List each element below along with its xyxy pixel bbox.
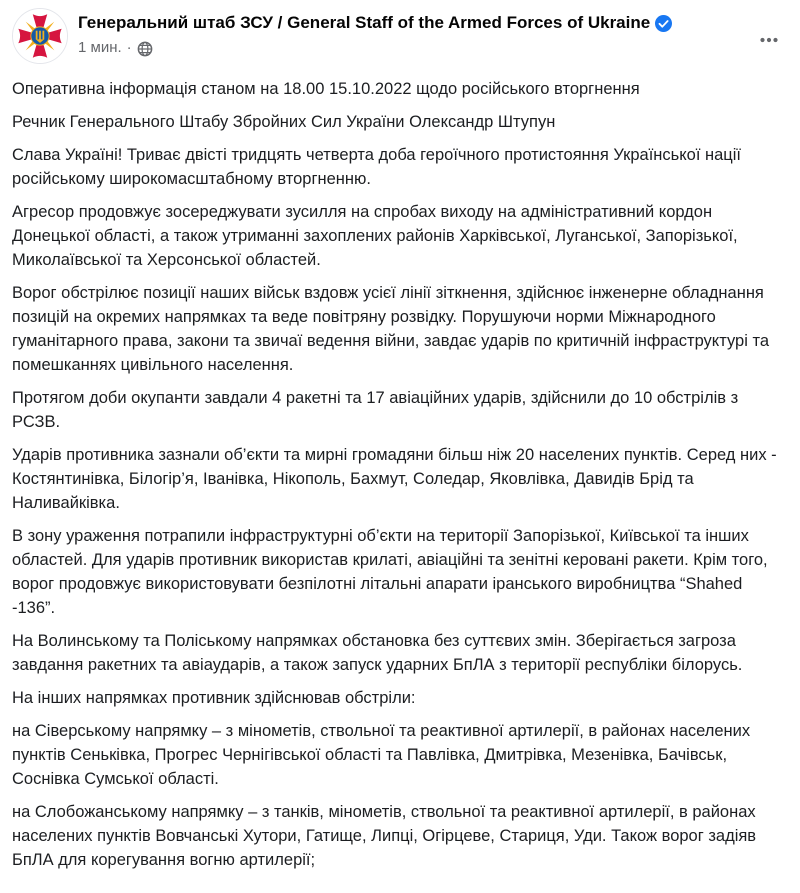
post-options-button[interactable]: [754, 25, 784, 60]
post-paragraph: Слава Україні! Триває двісті тридцять четверта доба героїчного протистояння Української нації російському широкомасштабному вторгненню.: [12, 146, 746, 188]
header-info: [78, 8, 754, 57]
verified-badge-icon: [655, 15, 672, 32]
post-paragraph: Оперативна інформація станом на 18.00 15.10.2022 щодо російського вторгнення: [12, 80, 640, 98]
post-paragraph: На інших напрямках противник здійснював обстріли:: [12, 689, 416, 707]
general-staff-emblem-icon: [13, 9, 67, 63]
post-paragraph: Агресор продовжує зосереджувати зусилля на спробах виходу на адміністративний кордон Донецької області, а також утриманні захоплених районів Харківської, Луганської, Запорізької, Миколаївської та Херсонської областей.: [12, 203, 743, 269]
post-paragraph: На Волинському та Поліському напрямках обстановка без суттєвих змін. Зберігається загроза завдання ракетних та авіаударів, а також запуск ударних БпЛА з території республіки білорусь.: [12, 632, 743, 674]
title-row: [78, 12, 754, 34]
ellipsis-horizontal-icon: [758, 29, 780, 56]
post-paragraph: Ворог обстрілює позиції наших військ вздовж усієї лінії зіткнення, здійснює інженерне обладнання позицій на окремих напрямках та веде повітряну розвідку. Порушуючи норми Міжнародного гуманітарного права, закони та звичаї ведення війни, завдає ударів по критичній інфраструктурі та помешканнях цивільного населення.: [12, 284, 774, 374]
post-paragraph: на Сіверському напрямку – з мінометів, ствольної та реактивної артилерії, в районах населених пунктів Сеньківка, Прогрес Чернігівської області та Павлівка, Дмитрівка, Мезенівка, Бачівськ, Соснівка Сумської області.: [12, 722, 755, 788]
post-timestamp[interactable]: 1 мин.: [78, 39, 122, 56]
page-title[interactable]: Генеральний штаб ЗСУ / General Staff of the Armed Forces of Ukraine: [78, 13, 651, 32]
post-body: [0, 77, 800, 872]
globe-public-icon: [137, 41, 153, 57]
post-paragraph: на Слобожанському напрямку – з танків, мінометів, ствольної та реактивної артилерії, в районах населених пунктів Вовчанські Хутори, Гатище, Липці, Огірцеве, Стариця, Уди. Також ворог задіяв БпЛА для корегування вогню артилерії;: [12, 803, 761, 869]
post-paragraph: Протягом доби окупанти завдали 4 ракетні та 17 авіаційних ударів, здійснили до 10 обстрілів з РСЗВ.: [12, 389, 743, 431]
time-row: [78, 39, 754, 57]
post-header: [0, 0, 800, 64]
avatar[interactable]: [12, 8, 68, 64]
post-paragraph: Ударів противника зазнали об’єкти та мирні громадяни більш ніж 20 населених пунктів. Серед них - Костянтинівка, Білогір’я, Іванівка, Нікополь, Бахмут, Соледар, Яковлівка, Давидів Брід та Наливайківка.: [12, 446, 782, 512]
post-paragraph: В зону ураження потрапили інфраструктурні об’єкти на території Запорізької, Київської та інших областей. Для ударів противник використав крилаті, авіаційні та зенітні керовані ракети. Крім того, ворог продовжує використовувати безпілотні літальні апарати іранського виробництва “Shahed -136”.: [12, 527, 773, 617]
timestamp-separator: ·: [126, 39, 132, 56]
post-paragraph: Речник Генерального Штабу Збройних Сил України Олександр Штупун: [12, 113, 556, 131]
